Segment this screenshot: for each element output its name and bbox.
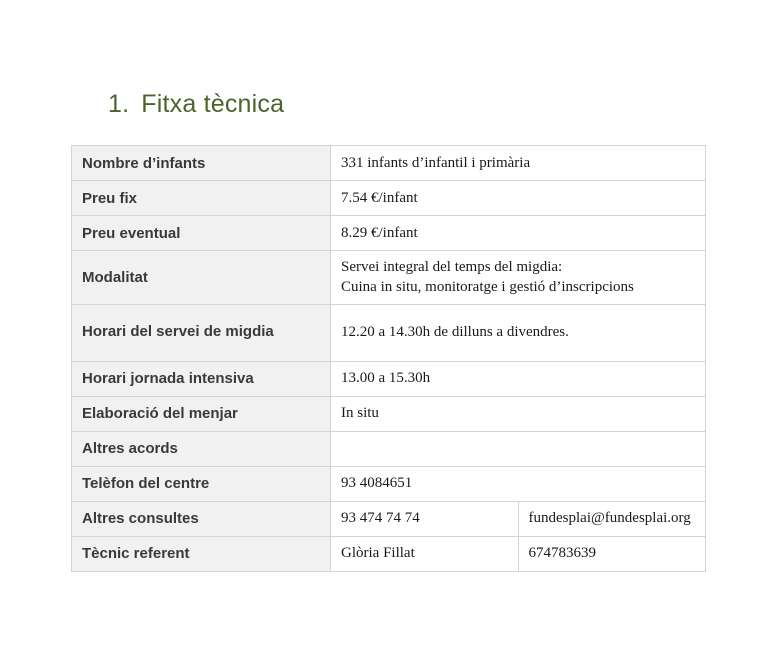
row-label-tecnic-referent: Tècnic referent [72, 536, 331, 571]
row-value-modalitat-line2: Cuina in situ, monitoratge i gestió d’inscripcions [341, 279, 634, 296]
row-value-preu-fix: 7.54 €/infant [331, 181, 706, 216]
row-value-altres-acords [331, 431, 706, 466]
row-value-modalitat-line1: Servei integral del temps del migdia: [341, 259, 563, 275]
row-value-horari-intensiva: 13.00 a 15.30h [331, 361, 706, 396]
row-value-tecnic-referent-nom: Glòria Fillat [331, 536, 519, 571]
row-label-elaboracio-menjar: Elaboració del menjar [72, 396, 331, 431]
page-title [108, 90, 284, 119]
table-row [72, 361, 706, 396]
table-row [72, 251, 706, 305]
row-value-nombre-infants: 331 infants d’infantil i primària [331, 146, 706, 181]
row-value-tecnic-referent-telefon: 674783639 [518, 536, 706, 571]
row-label-telefon-centre: Telèfon del centre [72, 466, 331, 501]
row-label-altres-acords: Altres acords [72, 431, 331, 466]
row-label-horari-migdia-line2: migdia [225, 323, 274, 341]
spec-table-wrapper [71, 145, 706, 572]
row-value-modalitat [331, 251, 706, 305]
row-label-horari-migdia [72, 304, 331, 361]
table-row [72, 216, 706, 251]
table-row [72, 536, 706, 571]
row-value-elaboracio-menjar: In situ [331, 396, 706, 431]
spec-table [71, 145, 706, 572]
row-label-horari-intensiva: Horari jornada intensiva [72, 361, 331, 396]
row-label-preu-fix: Preu fix [72, 181, 331, 216]
row-label-preu-eventual: Preu eventual [72, 216, 331, 251]
page-title-number: 1. [108, 90, 130, 118]
table-row [72, 466, 706, 501]
table-row [72, 431, 706, 466]
row-label-horari-migdia-line1: Horari del servei de [82, 323, 222, 341]
table-row [72, 181, 706, 216]
table-row [72, 501, 706, 536]
row-value-telefon-centre: 93 4084651 [331, 466, 706, 501]
table-row [72, 146, 706, 181]
row-label-modalitat: Modalitat [72, 251, 331, 305]
page-title-text: Fitxa tècnica [141, 90, 285, 118]
row-value-horari-migdia: 12.20 a 14.30h de dilluns a divendres. [331, 304, 706, 361]
row-label-nombre-infants: Nombre d’infants [72, 146, 331, 181]
table-row [72, 396, 706, 431]
table-row [72, 304, 706, 361]
row-value-preu-eventual: 8.29 €/infant [331, 216, 706, 251]
row-value-altres-consultes-telefon: 93 474 74 74 [331, 501, 519, 536]
row-label-altres-consultes: Altres consultes [72, 501, 331, 536]
row-value-altres-consultes-email: fundesplai@fundesplai.org [518, 501, 706, 536]
